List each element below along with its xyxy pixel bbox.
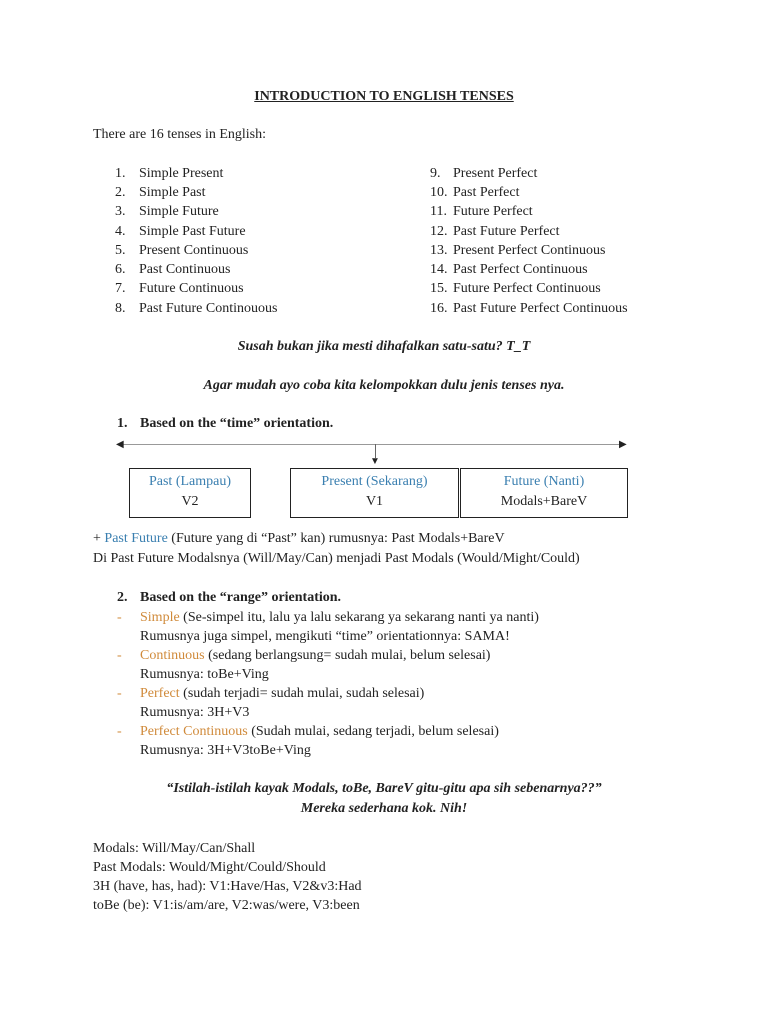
range-formula: Rumusnya: 3H+V3toBe+Ving xyxy=(140,743,311,758)
note-2: Agar mudah ayo coba kita kelompokkan dulu jenis tenses nya. xyxy=(203,378,565,393)
range-desc: (Sudah mulai, sedang terjadi, belum selesai) xyxy=(247,724,499,739)
range-desc: (sudah terjadi= sudah mulai, sudah selesai) xyxy=(179,686,425,701)
range-desc: (Se-simpel itu, lalu ya lalu sekarang ya sekarang nanti ya nanti) xyxy=(179,610,539,625)
range-item xyxy=(140,610,539,626)
tense-item: Future Perfect Continuous xyxy=(453,281,601,296)
tense-number: 6. xyxy=(115,262,126,277)
past-future-term: Past Future xyxy=(104,531,168,546)
bullet-dash: - xyxy=(117,724,122,739)
range-formula: Rumusnya: 3H+V3 xyxy=(140,705,250,720)
intro-text: There are 16 tenses in English: xyxy=(93,127,267,142)
prefix: + xyxy=(93,531,105,546)
section1-heading: Based on the “time” orientation. xyxy=(140,416,334,431)
tense-number: 10. xyxy=(430,185,448,200)
section2-heading: Based on the “range” orientation. xyxy=(140,590,342,605)
tense-item: Future Continuous xyxy=(139,281,244,296)
note-1: Susah bukan jika mesti dihafalkan satu-satu? T_T xyxy=(237,339,531,354)
tense-number: 4. xyxy=(115,224,126,239)
box-past xyxy=(129,468,251,518)
definition-line: Modals: Will/May/Can/Shall xyxy=(93,841,256,856)
tense-number: 7. xyxy=(115,281,126,296)
box-formula: V2 xyxy=(181,494,199,509)
range-item xyxy=(140,724,499,740)
tense-number: 12. xyxy=(430,224,448,239)
arrow-right-icon: ▶ xyxy=(619,439,627,450)
section1-number: 1. xyxy=(117,416,128,431)
bullet-dash: - xyxy=(117,610,122,625)
box-future xyxy=(460,468,628,518)
quote-2: Mereka sederhana kok. Nih! xyxy=(300,801,468,816)
range-item xyxy=(140,686,424,702)
arrow-down-icon: ▼ xyxy=(370,456,380,467)
bullet-dash: - xyxy=(117,648,122,663)
tense-number: 15. xyxy=(430,281,448,296)
tense-number: 3. xyxy=(115,204,126,219)
box-label: Past (Lampau) xyxy=(148,474,232,489)
past-modals-line: Di Past Future Modalsnya (Will/May/Can) menjadi Past Modals (Would/Might/Could) xyxy=(93,551,580,566)
tense-item: Past Continuous xyxy=(139,262,231,277)
box-formula: Modals+BareV xyxy=(500,494,588,509)
past-future-line xyxy=(93,531,505,547)
quote-1: “Istilah-istilah kayak Modals, toBe, BareV gitu-gitu apa sih sebenarnya??” xyxy=(166,781,602,796)
range-term: Continuous xyxy=(140,648,205,663)
box-present xyxy=(290,468,459,518)
range-term: Simple xyxy=(140,610,180,625)
tense-number: 11. xyxy=(430,204,447,219)
box-label: Present (Sekarang) xyxy=(321,474,428,489)
tense-item: Simple Future xyxy=(139,204,219,219)
range-formula: Rumusnya: toBe+Ving xyxy=(140,667,269,682)
page-title: INTRODUCTION TO ENGLISH TENSES xyxy=(254,89,514,104)
tense-item: Present Continuous xyxy=(139,243,249,258)
range-desc: (sedang berlangsung= sudah mulai, belum selesai) xyxy=(204,648,491,663)
tense-number: 8. xyxy=(115,301,126,316)
tense-item: Present Perfect xyxy=(453,166,538,181)
tense-number: 1. xyxy=(115,166,126,181)
tense-item: Future Perfect xyxy=(453,204,533,219)
definition-line: 3H (have, has, had): V1:Have/Has, V2&v3:Had xyxy=(93,879,362,894)
tense-number: 2. xyxy=(115,185,126,200)
tense-number: 13. xyxy=(430,243,448,258)
range-item xyxy=(140,648,490,664)
tense-item: Past Future Perfect Continuous xyxy=(453,301,628,316)
range-term: Perfect xyxy=(140,686,180,701)
box-label: Future (Nanti) xyxy=(503,474,585,489)
tense-item: Past Perfect Continuous xyxy=(453,262,588,277)
tense-number: 9. xyxy=(430,166,441,181)
range-term: Perfect Continuous xyxy=(140,724,248,739)
tense-item: Present Perfect Continuous xyxy=(453,243,606,258)
tense-item: Past Perfect xyxy=(453,185,520,200)
tense-item: Simple Present xyxy=(139,166,224,181)
bullet-dash: - xyxy=(117,686,122,701)
tense-number: 14. xyxy=(430,262,448,277)
box-formula: V1 xyxy=(365,494,384,509)
timeline-line xyxy=(122,444,624,445)
range-formula: Rumusnya juga simpel, mengikuti “time” orientationnya: SAMA! xyxy=(140,629,510,644)
section2-number: 2. xyxy=(117,590,128,605)
tense-item: Past Future Continouous xyxy=(139,301,278,316)
tense-number: 16. xyxy=(430,301,448,316)
definition-line: Past Modals: Would/Might/Could/Should xyxy=(93,860,326,875)
definition-line: toBe (be): V1:is/am/are, V2:was/were, V3:been xyxy=(93,898,360,913)
arrow-left-icon: ◀ xyxy=(116,439,124,450)
tense-item: Simple Past Future xyxy=(139,224,246,239)
tense-item: Past Future Perfect xyxy=(453,224,560,239)
tense-item: Simple Past xyxy=(139,185,206,200)
past-future-desc: (Future yang di “Past” kan) rumusnya: Past Modals+BareV xyxy=(167,531,505,546)
tense-number: 5. xyxy=(115,243,126,258)
